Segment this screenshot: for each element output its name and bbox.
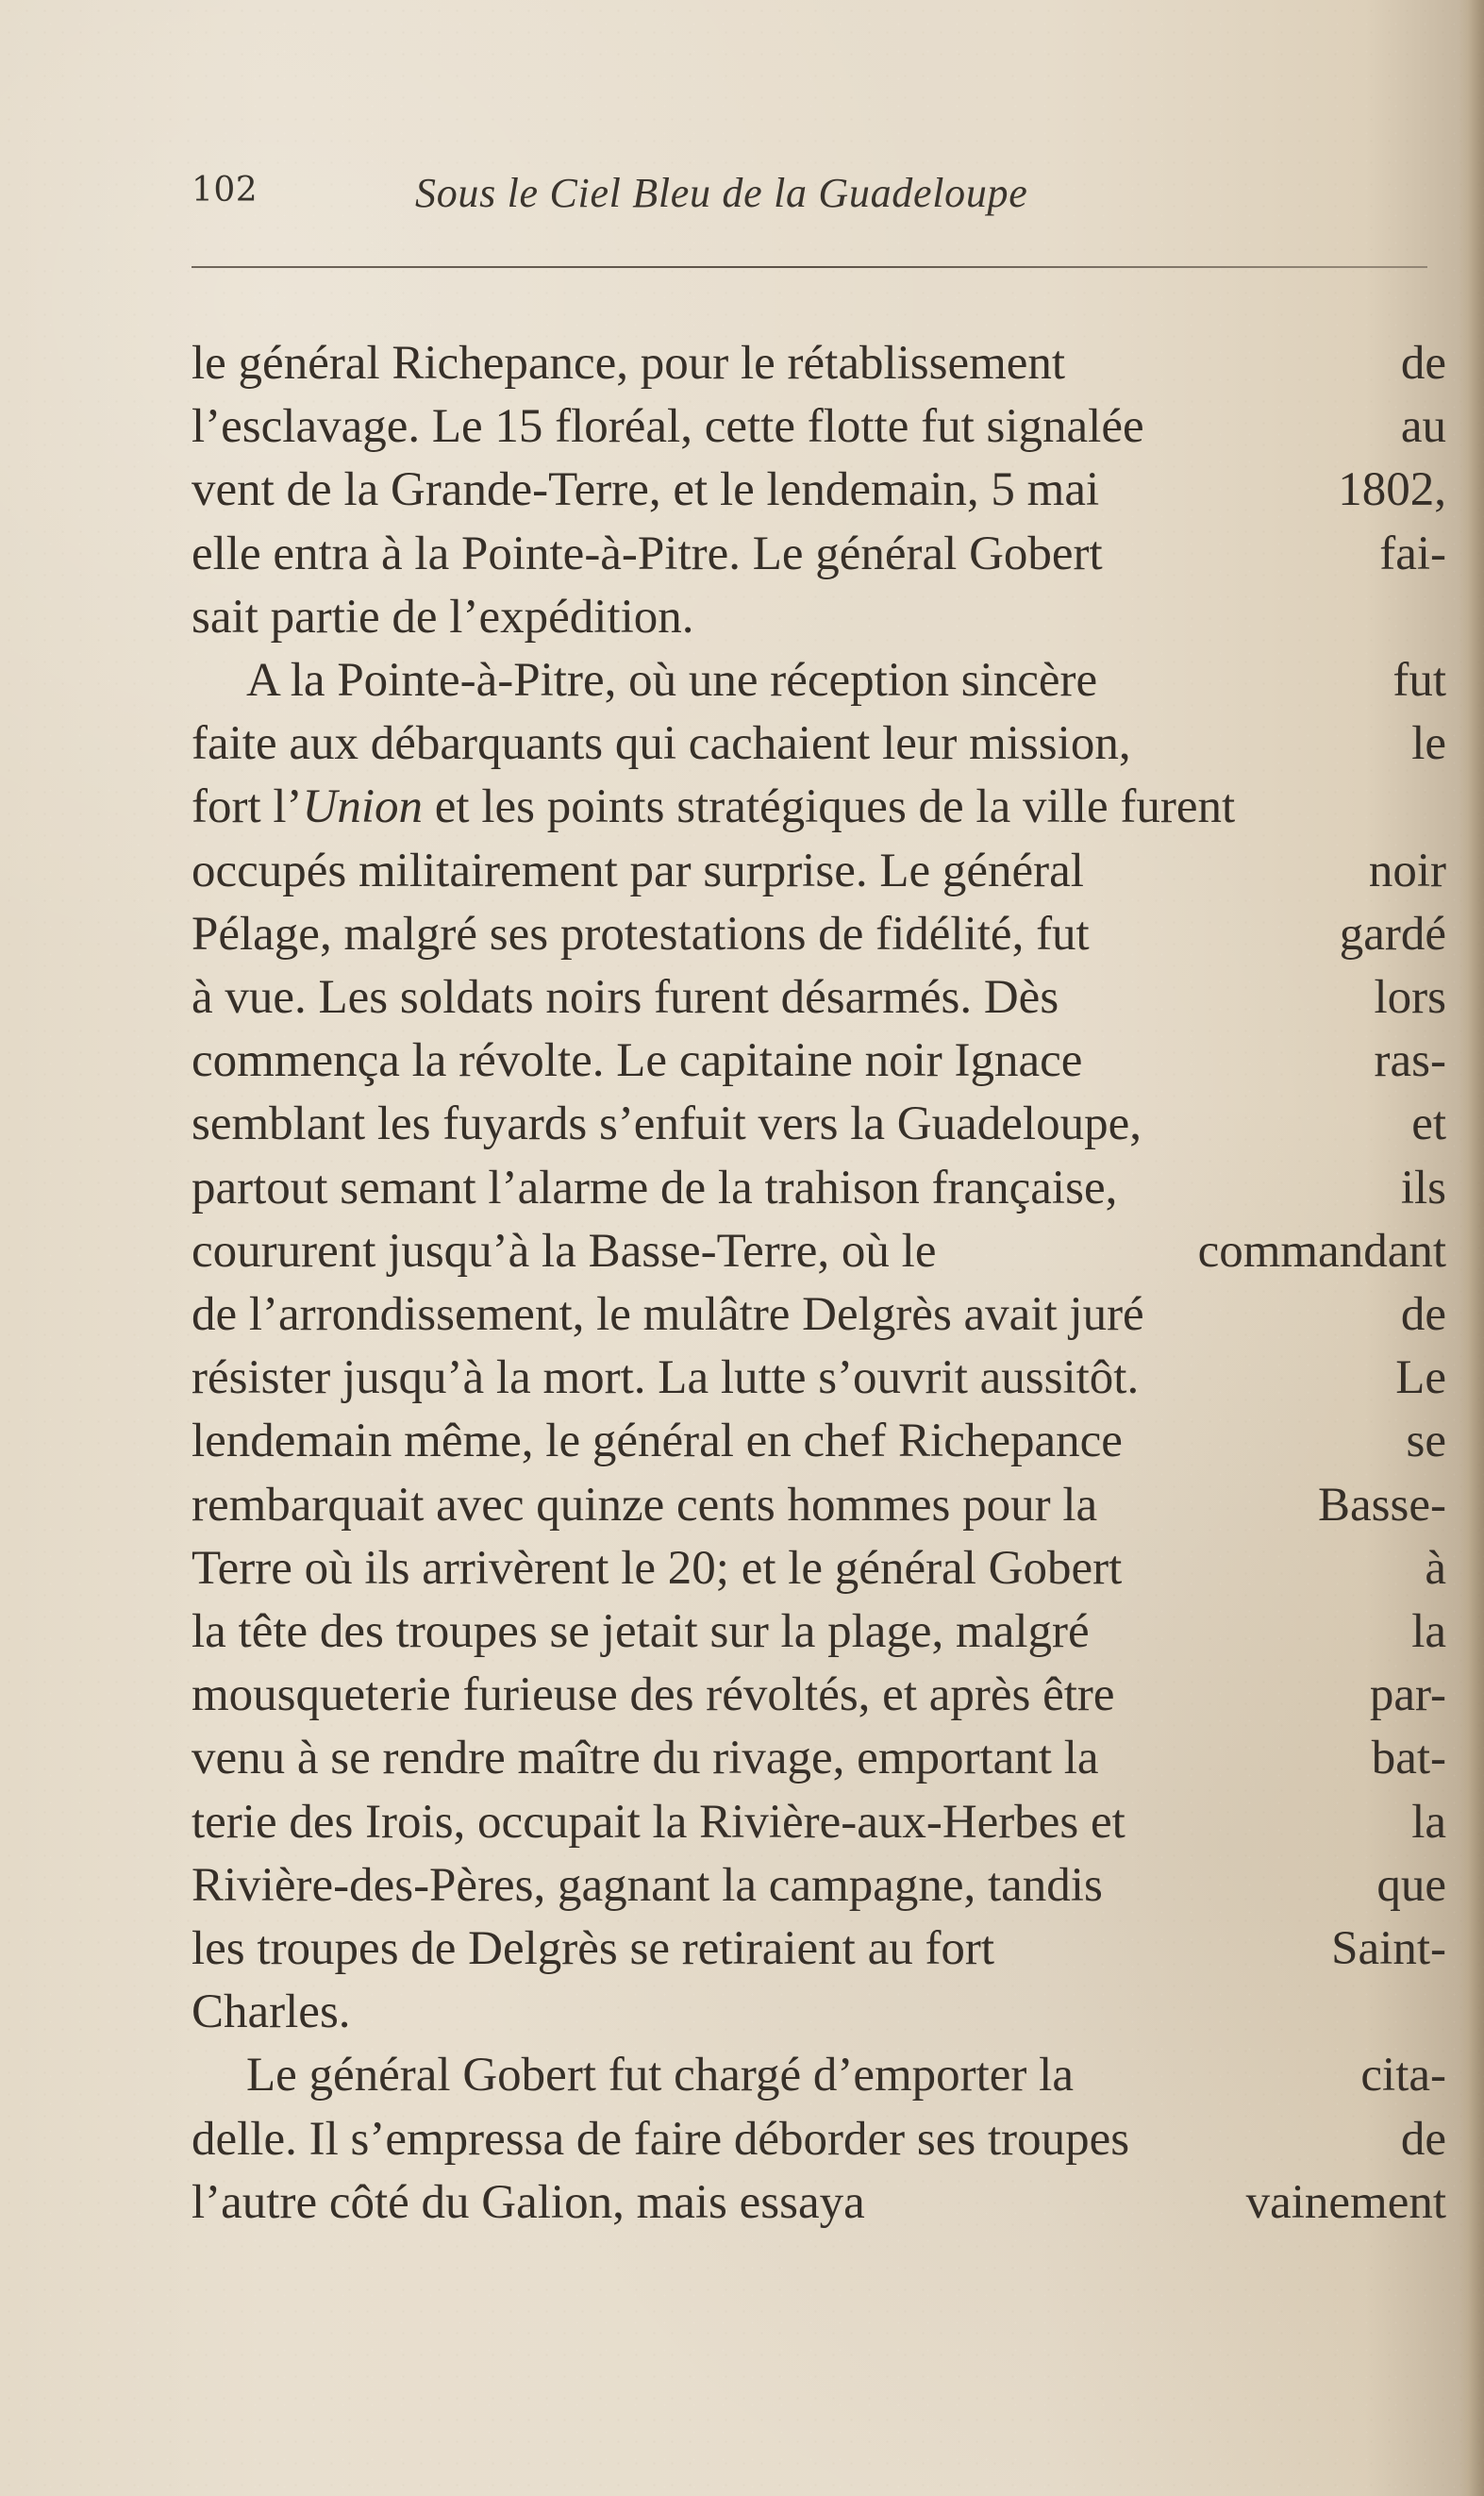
- line-segment: vainement: [1245, 2175, 1446, 2229]
- line-segment: bat-: [1371, 1732, 1446, 1785]
- text-line: [192, 2044, 1446, 2107]
- line-segment: lors: [1374, 971, 1446, 1025]
- page-number: 102: [192, 171, 258, 209]
- line-segment: de: [1400, 2112, 1446, 2166]
- line-segment: Pélage, malgré ses protestations de fidélité, fut: [192, 907, 1090, 961]
- line-segment: A la Pointe-à-Pitre, où une réception sincère: [246, 654, 1098, 708]
- line-segment: résister jusqu’à la mort. La lutte s’ouvrit aussitôt.: [192, 1351, 1140, 1405]
- line-segment: delle. Il s’empressa de faire déborder ses troupes: [192, 2112, 1130, 2166]
- text-line: [192, 1727, 1446, 1790]
- text-line: [192, 776, 1446, 839]
- text-line: [192, 649, 1446, 712]
- line-segment: gardé: [1339, 907, 1446, 961]
- line-segment: et les points stratégiques de la ville furent: [423, 780, 1236, 834]
- text-line: [192, 2108, 1446, 2171]
- line-segment: fai-: [1379, 527, 1446, 580]
- text-line: [192, 903, 1446, 966]
- line-segment: ras-: [1374, 1034, 1446, 1088]
- line-segment: le général Richepance, pour le rétablissement: [192, 337, 1066, 390]
- line-segment: commença la révolte. Le capitaine noir Ignace: [192, 1034, 1083, 1088]
- header-rule: [192, 266, 1427, 268]
- line-segment: Basse-: [1318, 1478, 1446, 1532]
- text-line: [192, 1981, 1446, 2044]
- line-segment: coururent jusqu’à la Basse-Terre, où le: [192, 1224, 937, 1278]
- line-segment: semblant les fuyards s’enfuit vers la Guadeloupe,: [192, 1097, 1142, 1151]
- line-segment: à vue. Les soldats noirs furent désarmés. Dès: [192, 971, 1059, 1025]
- line-segment: la tête des troupes se jetait sur la plage, malgré: [192, 1605, 1090, 1659]
- text-line: [192, 459, 1446, 522]
- line-segment: vent de la Grande-Terre, et le lendemain, 5 mai: [192, 463, 1100, 517]
- text-line: [192, 966, 1446, 1030]
- line-segment-italic: Union: [302, 780, 424, 834]
- text-line: [192, 1664, 1446, 1727]
- line-segment: Saint-: [1331, 1922, 1446, 1976]
- line-segment: terie des Irois, occupait la Rivière-aux-Herbes et: [192, 1795, 1126, 1849]
- line-segment: de: [1400, 1288, 1446, 1342]
- text-line: [192, 1347, 1446, 1410]
- line-segment: l’esclavage. Le 15 floréal, cette flotte fut signalée: [192, 400, 1144, 454]
- running-title: Sous le Ciel Bleu de la Guadeloupe: [415, 170, 1028, 216]
- line-segment: par-: [1369, 1668, 1446, 1722]
- line-segment: lendemain même, le général en chef Richepance: [192, 1415, 1123, 1468]
- text-line: [192, 332, 1446, 395]
- text-line: [192, 1410, 1446, 1473]
- text-line: [192, 1791, 1446, 1854]
- line-segment: cita-: [1360, 2049, 1446, 2102]
- text-line: [192, 586, 1446, 649]
- line-segment: à: [1425, 1541, 1446, 1595]
- line-segment: fut: [1392, 654, 1446, 708]
- line-segment: elle entra à la Pointe-à-Pitre. Le général Gobert: [192, 527, 1103, 580]
- line-segment: venu à se rendre maître du rivage, emportant la: [192, 1732, 1099, 1785]
- line-segment: mousqueterie furieuse des révoltés, et après être: [192, 1668, 1115, 1722]
- text-line: [192, 840, 1446, 903]
- line-segment: de: [1400, 337, 1446, 390]
- text-line: [192, 1283, 1446, 1347]
- line-segment: Terre où ils arrivèrent le 20; et le général Gobert: [192, 1541, 1123, 1595]
- text-line: [192, 1854, 1446, 1918]
- line-segment: de l’arrondissement, le mulâtre Delgrès avait juré: [192, 1288, 1144, 1342]
- line-segment: commandant: [1197, 1224, 1446, 1278]
- line-segment: fort l’: [192, 780, 303, 834]
- line-segment: la: [1411, 1795, 1446, 1849]
- line-segment: ils: [1400, 1161, 1446, 1214]
- text-line: [192, 1093, 1446, 1156]
- line-segment: l’autre côté du Galion, mais essaya: [192, 2175, 865, 2229]
- text-line: [192, 1157, 1446, 1220]
- text-line: [192, 712, 1446, 776]
- body-text: [192, 332, 1446, 2235]
- line-segment: Rivière-des-Pères, gagnant la campagne, tandis: [192, 1858, 1103, 1912]
- line-segment: sait partie de l’expédition.: [192, 590, 694, 644]
- text-line: [192, 2171, 1446, 2235]
- line-segment: rembarquait avec quinze cents hommes pour la: [192, 1478, 1098, 1532]
- line-segment: noir: [1368, 844, 1446, 897]
- line-segment: Le général Gobert fut chargé d’emporter la: [246, 2049, 1074, 2102]
- text-line: [192, 1474, 1446, 1537]
- line-segment: les troupes de Delgrès se retiraient au fort: [192, 1922, 995, 1976]
- text-line: [192, 1030, 1446, 1093]
- line-segment: occupés militairement par surprise. Le général: [192, 844, 1084, 897]
- line-segment: et: [1411, 1097, 1446, 1151]
- text-line: [192, 1600, 1446, 1664]
- line-segment: que: [1376, 1858, 1446, 1912]
- line-segment: au: [1400, 400, 1446, 454]
- text-line: [192, 523, 1446, 586]
- line-segment: se: [1406, 1415, 1446, 1468]
- text-line: [192, 1220, 1446, 1283]
- line-segment: Le: [1395, 1351, 1446, 1405]
- line-segment: 1802,: [1338, 463, 1446, 517]
- text-line: [192, 1918, 1446, 1981]
- text-line: [192, 395, 1446, 459]
- line-segment: Charles.: [192, 1985, 351, 2039]
- line-segment: partout semant l’alarme de la trahison française,: [192, 1161, 1118, 1214]
- line-segment: la: [1411, 1605, 1446, 1659]
- line-segment: faite aux débarquants qui cachaient leur mission,: [192, 717, 1131, 771]
- text-line: [192, 1537, 1446, 1600]
- line-segment: le: [1411, 717, 1446, 771]
